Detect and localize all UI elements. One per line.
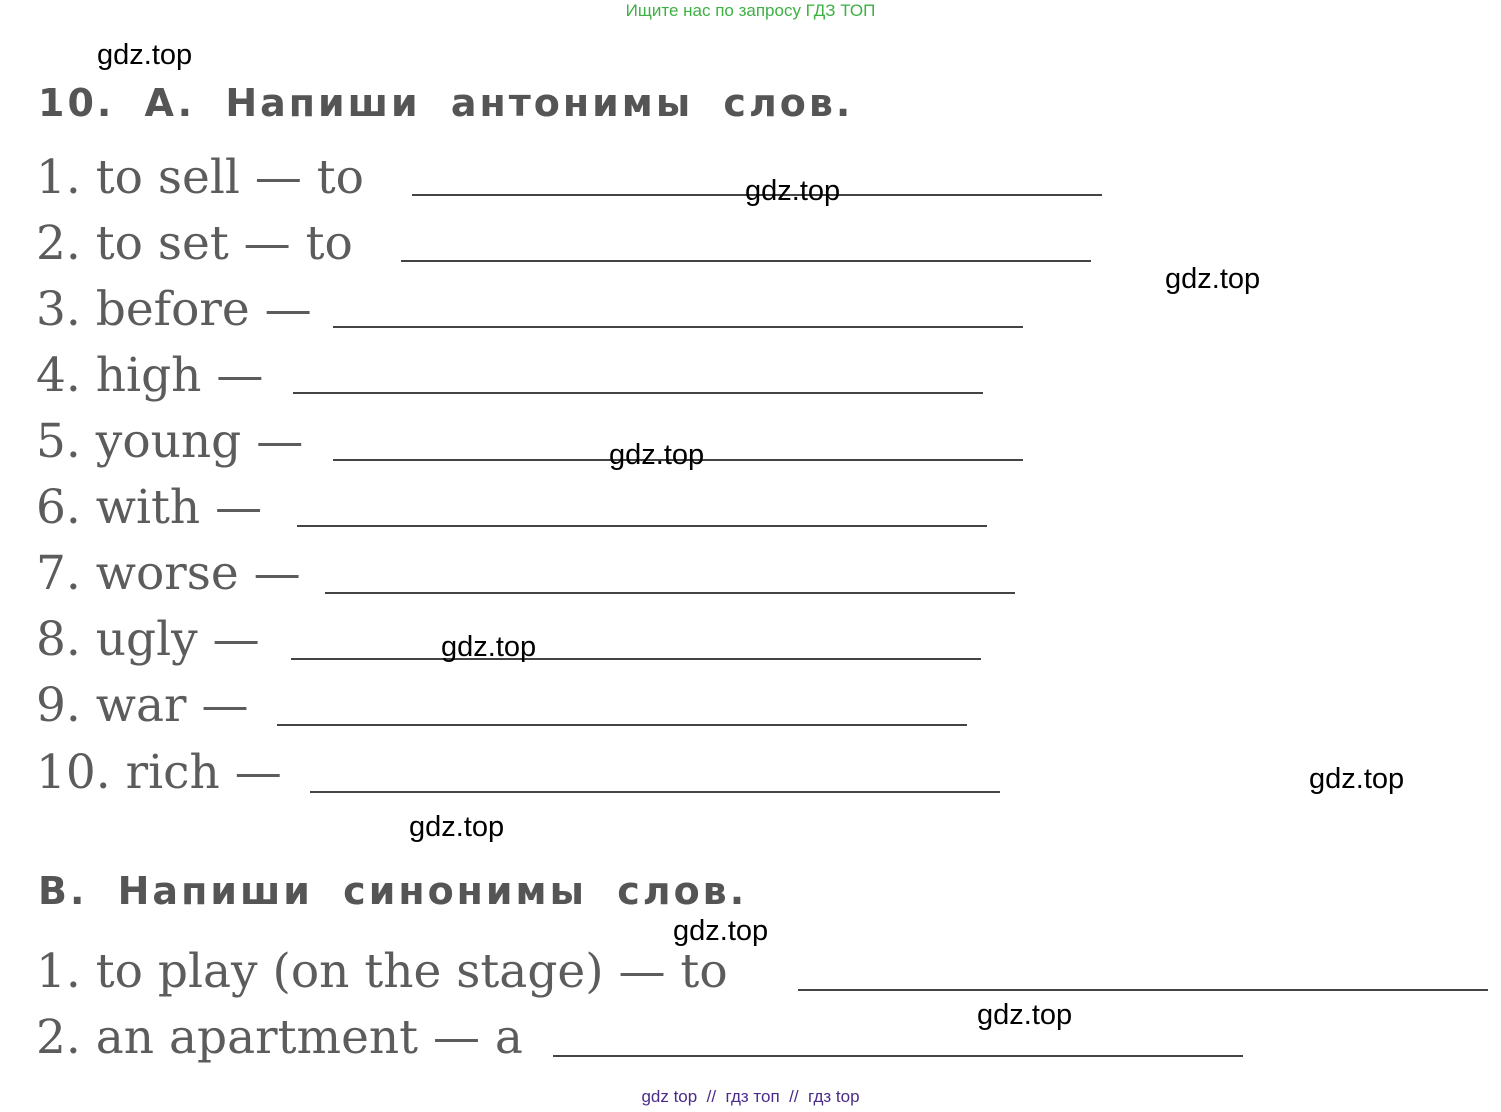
answer-line-a10[interactable] xyxy=(310,791,1000,793)
watermark: gdz.top xyxy=(441,631,537,663)
antonym-item-4: 4. high — xyxy=(36,348,264,403)
search-banner: Ищите нас по запросу ГДЗ ТОП xyxy=(625,1,876,20)
antonym-item-3: 3. before — xyxy=(36,282,312,337)
section-a-title: 10. A. Напиши антонимы слов. xyxy=(38,81,854,125)
antonym-item-2: 2. to set — to xyxy=(36,216,353,271)
answer-line-a8[interactable] xyxy=(291,658,981,660)
answer-line-a7[interactable] xyxy=(325,592,1015,594)
antonym-item-9: 9. war — xyxy=(36,678,249,733)
footer-links: gdz top // гдз топ // гдз top xyxy=(641,1087,860,1106)
watermark: gdz.top xyxy=(745,175,841,207)
antonym-item-7: 7. worse — xyxy=(36,546,301,601)
antonym-item-10: 10. rich — xyxy=(36,745,282,800)
antonym-item-5: 5. young — xyxy=(36,414,304,469)
watermark: gdz.top xyxy=(673,915,769,947)
watermark: gdz.top xyxy=(977,999,1073,1031)
watermark: gdz.top xyxy=(409,811,505,843)
antonym-item-1: 1. to sell — to xyxy=(36,150,364,205)
answer-line-a4[interactable] xyxy=(293,392,983,394)
watermark: gdz.top xyxy=(609,439,705,471)
watermark: gdz.top xyxy=(1309,763,1405,795)
antonym-item-6: 6. with — xyxy=(36,480,263,535)
synonym-item-2: 2. an apartment — a xyxy=(36,1010,523,1065)
answer-line-a6[interactable] xyxy=(297,525,987,527)
answer-line-a3[interactable] xyxy=(333,326,1023,328)
watermark: gdz.top xyxy=(1165,263,1261,295)
synonym-item-1: 1. to play (on the stage) — to xyxy=(36,944,728,999)
answer-line-b1[interactable] xyxy=(798,989,1488,991)
section-b-title: B. Напиши синонимы слов. xyxy=(38,869,748,913)
answer-line-a9[interactable] xyxy=(277,724,967,726)
answer-line-a2[interactable] xyxy=(401,260,1091,262)
answer-line-b2[interactable] xyxy=(553,1055,1243,1057)
watermark: gdz.top xyxy=(97,39,193,71)
antonym-item-8: 8. ugly — xyxy=(36,612,260,667)
